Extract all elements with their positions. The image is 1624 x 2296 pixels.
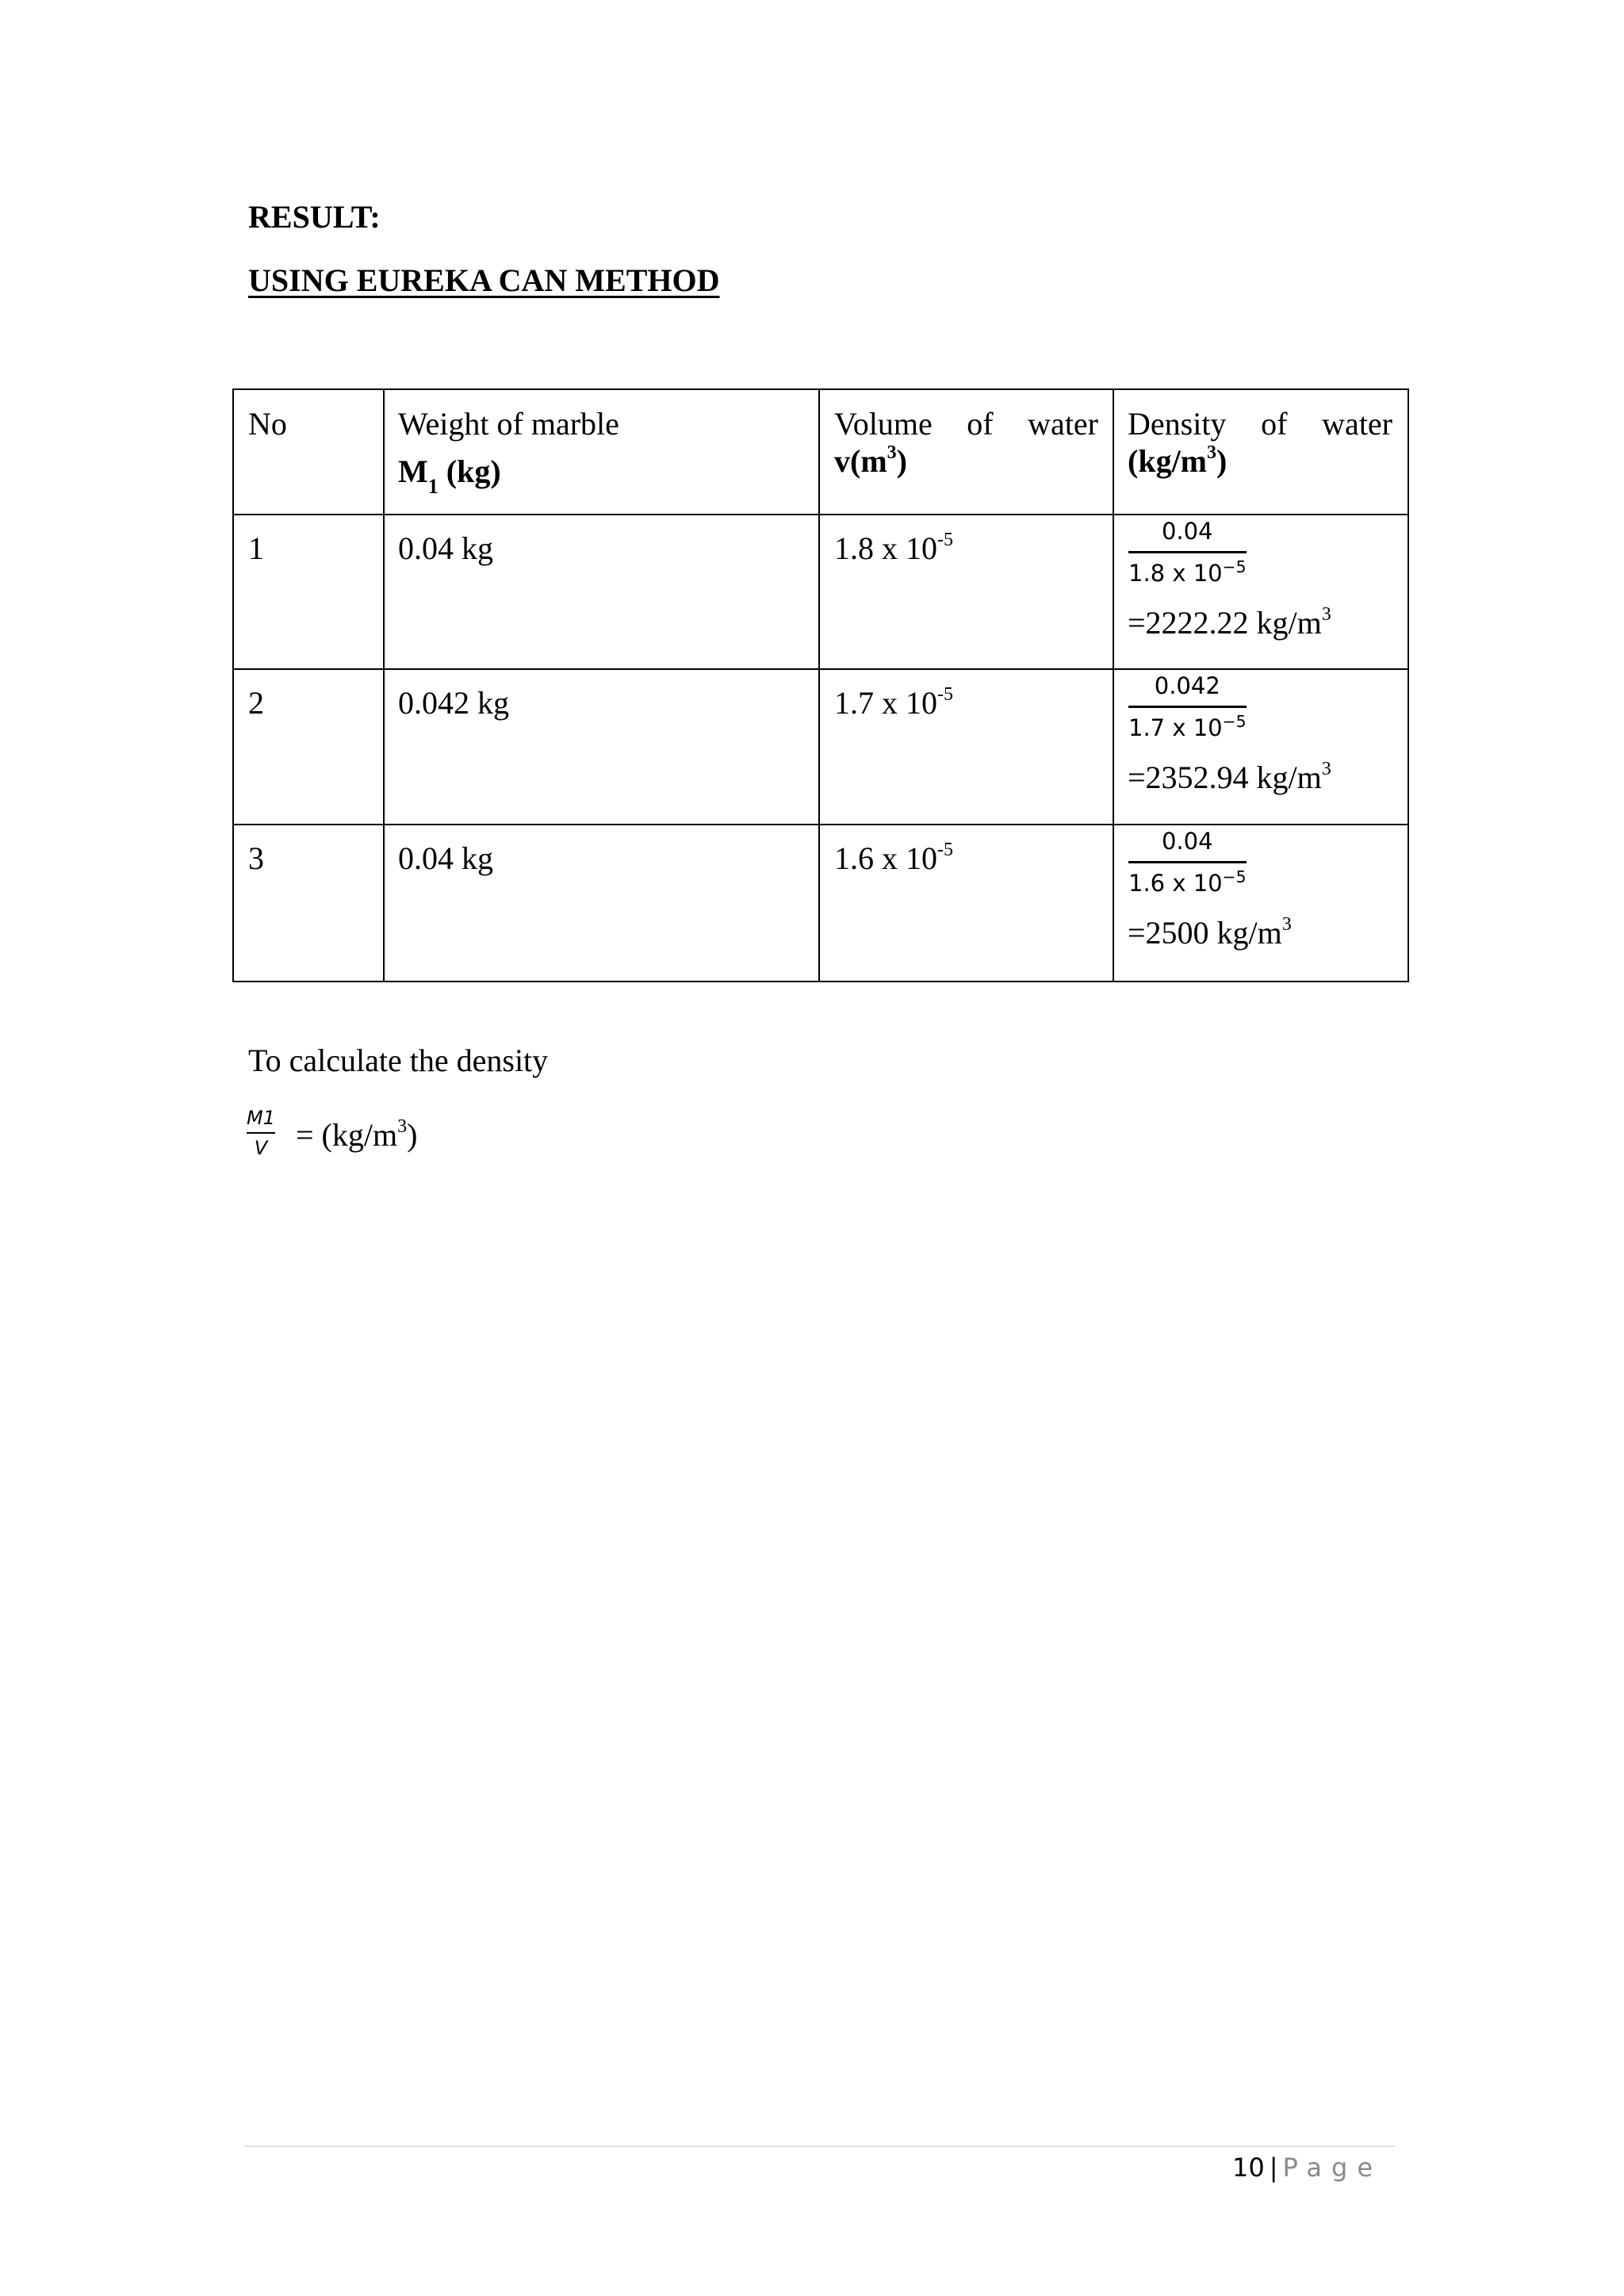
row-no: 3 [248, 840, 264, 876]
table-border-bottom [232, 981, 1409, 982]
method-heading: USING EUREKA CAN METHOD [248, 262, 720, 298]
header-density-unit: $(kg/m^3)$ [1128, 442, 1228, 479]
table-row-divider [232, 824, 1409, 825]
row-weight: 0.04 kg [398, 530, 493, 566]
density-result: =2222.22 $kg/m^3$ [1128, 604, 1331, 641]
table-border-top [232, 388, 1409, 390]
formula-fraction: $\frac{M1}{V}$ [247, 1107, 275, 1159]
table-row-divider [232, 514, 1409, 515]
formula-unit: = $(kg/m^3)$ [296, 1116, 418, 1153]
density-fraction: $\frac{0.04}{1.6 x 10^{-5}}$ [1128, 828, 1247, 897]
row-volume: 1.6 x $10^{-5}$ [834, 840, 953, 876]
row-weight: 0.042 kg [398, 685, 509, 721]
header-no: No [248, 406, 287, 442]
footer-rule [243, 2145, 1395, 2147]
calculation-intro: To calculate the density [248, 1043, 549, 1078]
table-row-divider [232, 668, 1409, 670]
page-footer [1232, 2152, 1382, 2183]
header-weight-unit: $M_1$ (kg) [398, 453, 501, 499]
density-result: =2352.94 $kg/m^3$ [1128, 759, 1331, 795]
density-fraction: $\frac{0.042}{1.7 x 10^{-5}}$ [1128, 672, 1247, 741]
header-density: Density of water [1128, 406, 1392, 442]
table-border-left [232, 388, 234, 982]
density-result: =2500 $kg/m^3$ [1128, 914, 1292, 951]
page-label: Page [1282, 2152, 1382, 2183]
header-weight: Weight of marble [398, 406, 619, 442]
page-number: 10 [1232, 2152, 1265, 2183]
table-column-divider [818, 388, 820, 982]
row-volume: 1.8 x $10^{-5}$ [834, 530, 953, 566]
density-fraction: $\frac{0.04}{1.8 x 10^{-5}}$ [1128, 518, 1247, 587]
row-weight: 0.04 kg [398, 840, 493, 876]
results-table [232, 388, 1409, 982]
table-column-divider [1113, 388, 1114, 982]
table-border-right [1408, 388, 1409, 982]
row-no: 2 [248, 685, 264, 721]
header-volume-unit: $v(m^3)$ [834, 442, 907, 479]
header-volume: Volume of water [834, 406, 1098, 442]
row-volume: 1.7 x $10^{-5}$ [834, 684, 953, 721]
table-column-divider [383, 388, 385, 982]
result-heading: RESULT: [248, 199, 381, 235]
footer-separator: | [1269, 2152, 1278, 2183]
row-no: 1 [248, 530, 264, 566]
